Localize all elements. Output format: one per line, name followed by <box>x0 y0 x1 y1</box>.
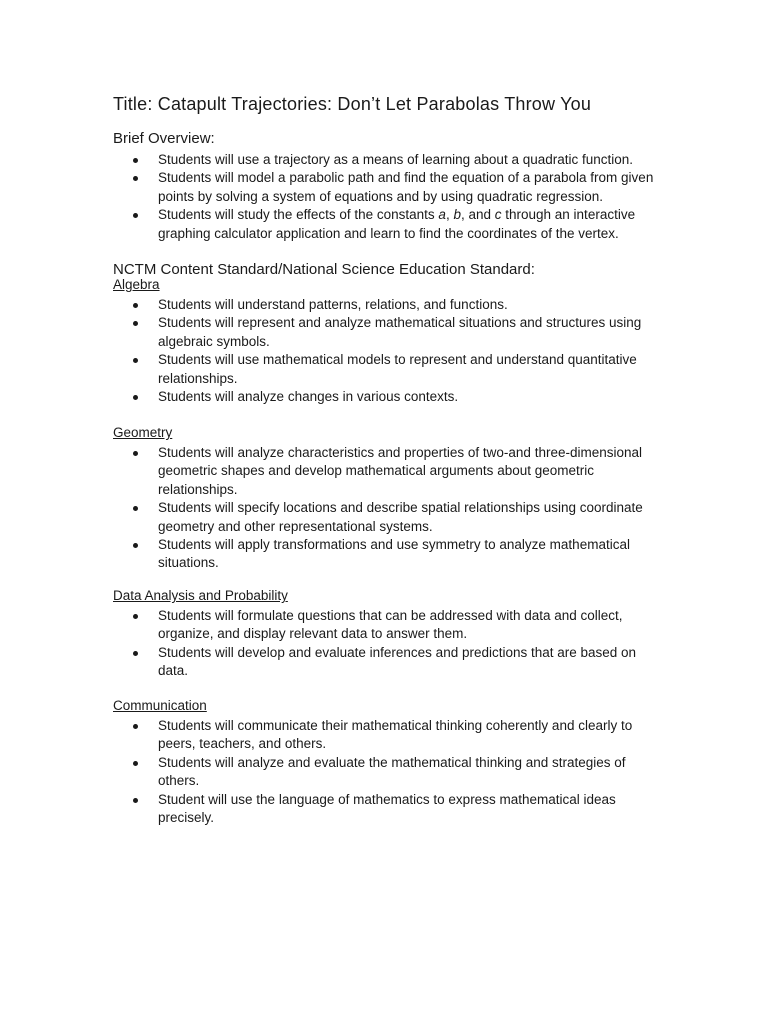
data-analysis-heading: Data Analysis and Probability <box>113 588 288 603</box>
communication-heading: Communication <box>113 698 207 713</box>
communication-item: Students will communicate their mathematical thinking coherently and clearly to peers, teachers, and others. <box>133 717 668 754</box>
algebra-item: Students will understand patterns, relations, and functions. <box>133 296 668 314</box>
algebra-list <box>133 296 668 406</box>
geometry-item: Students will apply transformations and use symmetry to analyze mathematical situations. <box>133 536 668 573</box>
geometry-item: Students will specify locations and describe spatial relationships using coordinate geometry and other representational systems. <box>133 499 668 536</box>
algebra-item: Students will represent and analyze mathematical situations and structures using algebraic symbols. <box>133 314 668 351</box>
overview-item: Students will study the effects of the constants a, b, and c through an interactive graphing calculator application and learn to find the coordinates of the vertex. <box>133 206 668 243</box>
communication-item: Students will analyze and evaluate the mathematical thinking and strategies of others. <box>133 754 668 791</box>
algebra-heading: Algebra <box>113 277 160 292</box>
overview-item: Students will use a trajectory as a means of learning about a quadratic function. <box>133 151 668 169</box>
geometry-heading: Geometry <box>113 425 173 440</box>
communication-list <box>133 717 668 827</box>
page-title: Title: Catapult Trajectories: Don’t Let Parabolas Throw You <box>113 94 592 114</box>
overview-item: Students will model a parabolic path and find the equation of a parabola from given points by solving a system of equations and by using quadratic regression. <box>133 169 668 206</box>
data-analysis-item: Students will develop and evaluate inferences and predictions that are based on data. <box>133 644 668 681</box>
communication-item: Student will use the language of mathematics to express mathematical ideas precisely. <box>133 791 668 828</box>
data-analysis-list <box>133 607 668 681</box>
algebra-item: Students will use mathematical models to represent and understand quantitative relationships. <box>133 351 668 388</box>
overview-heading: Brief Overview: <box>113 130 215 147</box>
standards-heading: NCTM Content Standard/National Science Education Standard: <box>113 261 535 278</box>
geometry-item: Students will analyze characteristics and properties of two-and three-dimensional geometric shapes and develop mathematical arguments about geometric relationships. <box>133 444 668 499</box>
algebra-item: Students will analyze changes in various contexts. <box>133 388 668 406</box>
overview-list <box>133 151 668 243</box>
geometry-list <box>133 444 668 573</box>
data-analysis-item: Students will formulate questions that can be addressed with data and collect, organize, and display relevant data to answer them. <box>133 607 668 644</box>
